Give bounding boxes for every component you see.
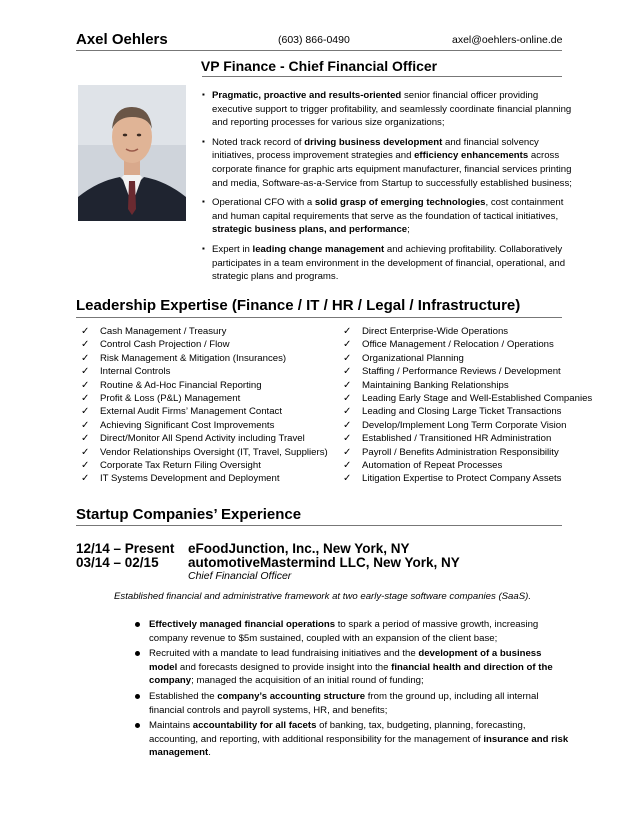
expertise-item — [81, 405, 328, 418]
leadership-heading: Leadership Expertise (Finance / IT / HR / Legal / Infrastructure) — [76, 297, 521, 314]
expertise-label: Staffing / Performance Reviews / Development — [362, 366, 561, 378]
job-dates: 12/14 – Present — [76, 541, 175, 556]
expertise-item — [343, 392, 592, 405]
checkmark-icon: ✓ — [343, 339, 352, 351]
expertise-item — [343, 459, 592, 472]
profile-photo — [78, 85, 186, 221]
expertise-label: Routine & Ad-Hoc Financial Reporting — [100, 379, 262, 391]
email-address: axel@oehlers-online.de — [452, 34, 563, 46]
expertise-label: Maintaining Banking Relationships — [362, 379, 509, 391]
candidate-name: Axel Oehlers — [76, 31, 168, 48]
header-divider — [76, 50, 562, 51]
expertise-item — [343, 325, 592, 338]
expertise-label: Organizational Planning — [362, 352, 464, 364]
expertise-item — [343, 419, 592, 432]
expertise-label: Direct Enterprise-Wide Operations — [362, 326, 509, 337]
job-dates: 03/14 – 02/15 — [76, 555, 159, 570]
expertise-item — [343, 365, 592, 378]
summary-bullet: ▪ Noted track record of driving business development and financial solvency initiatives, process improvement strategies and efficiency enhancements across corporate finance for graphic arts equipment manufacturer, financial services printing and media, Software-as-a-Service from Startup to successfully established business; — [202, 136, 572, 189]
expertise-item — [81, 392, 328, 405]
checkmark-icon: ✓ — [81, 393, 90, 405]
phone-number: (603) 866-0490 — [278, 34, 350, 46]
checkmark-icon: ✓ — [81, 406, 90, 418]
expertise-item — [343, 405, 592, 418]
expertise-label: Internal Controls — [100, 366, 171, 378]
summary-bullet: ▪ Operational CFO with a solid grasp of emerging technologies, cost containment and human capital requirements that serve as the foundation of tactical initiatives, strategic business plans, and performance; — [202, 197, 564, 236]
expertise-label: Profit & Loss (P&L) Management — [100, 393, 241, 405]
job-role: Chief Financial Officer — [188, 570, 292, 582]
leadership-divider — [76, 317, 562, 318]
summary-bullet: ▪ Pragmatic, proactive and results-oriented senior financial officer providing executive support to trigger profitability, and seamlessly coordinate financial planning and reporting processes for various size organizations; — [202, 90, 572, 129]
expertise-item — [81, 472, 328, 485]
expertise-label: Established / Transitioned HR Administration — [362, 433, 552, 445]
expertise-label: Automation of Repeat Processes — [362, 460, 503, 472]
expertise-item — [81, 432, 328, 445]
title-divider — [202, 76, 562, 77]
leadership-list-right — [343, 325, 592, 486]
startup-bullet: Effectively managed financial operations to spark a period of massive growth, increasing company revenue to $5m sustained, coupled with an expansion of the client base; — [135, 618, 570, 645]
expertise-item — [81, 352, 328, 365]
checkmark-icon: ✓ — [81, 379, 90, 391]
checkmark-icon: ✓ — [343, 352, 352, 364]
checkmark-icon: ✓ — [81, 433, 90, 445]
expertise-item — [81, 379, 328, 392]
expertise-label: Achieving Significant Cost Improvements — [100, 419, 275, 431]
startup-bullet: Recruited with a mandate to lead fundraising initiatives and the development of a business model and forecasts designed to provide insight into the financial health and direction of the company; managed the acquisition of an initial round of funding; — [135, 647, 570, 688]
checkmark-icon: ✓ — [81, 460, 90, 472]
expertise-label: Control Cash Projection / Flow — [100, 339, 230, 351]
checkmark-icon: ✓ — [81, 339, 90, 351]
expertise-item — [81, 325, 328, 338]
expertise-item — [81, 365, 328, 378]
expertise-item — [81, 419, 328, 432]
expertise-label: Direct/Monitor All Spend Activity including Travel — [100, 433, 305, 445]
expertise-item — [343, 352, 592, 365]
job-company: eFoodJunction, Inc., New York, NY — [188, 541, 410, 556]
expertise-item — [343, 432, 592, 445]
checkmark-icon: ✓ — [343, 419, 352, 431]
checkmark-icon: ✓ — [343, 460, 352, 472]
summary-bullet-list — [202, 89, 580, 290]
startup-divider — [76, 525, 562, 526]
checkmark-icon: ✓ — [81, 419, 90, 431]
expertise-label: Leading Early Stage and Well-Established Companies — [362, 393, 593, 405]
checkmark-icon: ✓ — [343, 379, 352, 391]
expertise-item — [343, 446, 592, 459]
leadership-list-left — [81, 325, 328, 486]
startup-bullet: Maintains accountability for all facets of banking, tax, budgeting, planning, forecasting, accounting, and reporting, with additional responsibility for the management of insurance and risk management. — [135, 719, 570, 760]
expertise-item — [81, 459, 328, 472]
checkmark-icon: ✓ — [81, 446, 90, 458]
checkmark-icon: ✓ — [343, 393, 352, 405]
expertise-label: Develop/Implement Long Term Corporate Vision — [362, 419, 567, 431]
expertise-label: IT Systems Development and Deployment — [100, 473, 280, 485]
startup-bullet: Established the company’s accounting structure from the ground up, including all internal financial controls and payroll systems, HR, and benefits; — [135, 690, 570, 717]
summary-bullet: ▪ Expert in leading change management and achieving profitability. Collaboratively participates in a team environment in the development of financial, operational, and strategic plans and programs. — [202, 243, 566, 283]
expertise-label: Leading and Closing Large Ticket Transactions — [362, 406, 562, 418]
checkmark-icon: ✓ — [343, 326, 352, 337]
startup-summary: Established financial and administrative framework at two early-stage software companies (SaaS). — [114, 591, 531, 602]
expertise-label: External Audit Firms’ Management Contact — [100, 406, 283, 418]
checkmark-icon: ✓ — [343, 433, 352, 445]
expertise-item — [343, 338, 592, 351]
expertise-label: Cash Management / Treasury — [100, 326, 227, 337]
checkmark-icon: ✓ — [343, 366, 352, 378]
checkmark-icon: ✓ — [81, 473, 90, 485]
expertise-label: Vendor Relationships Oversight (IT, Travel, Suppliers) — [100, 446, 328, 458]
expertise-item — [81, 446, 328, 459]
checkmark-icon: ✓ — [343, 473, 352, 485]
expertise-item — [343, 379, 592, 392]
checkmark-icon: ✓ — [81, 352, 90, 364]
checkmark-icon: ✓ — [343, 406, 352, 418]
expertise-label: Corporate Tax Return Filing Oversight — [100, 460, 261, 472]
checkmark-icon: ✓ — [81, 366, 90, 378]
expertise-item — [81, 338, 328, 351]
expertise-label: Litigation Expertise to Protect Company Assets — [362, 473, 562, 485]
job-title: VP Finance - Chief Financial Officer — [200, 58, 438, 74]
startup-heading: Startup Companies’ Experience — [76, 506, 302, 523]
expertise-item — [343, 472, 592, 485]
job-company: automotiveMastermind LLC, New York, NY — [188, 555, 460, 570]
expertise-label: Office Management / Relocation / Operations — [362, 339, 554, 351]
checkmark-icon: ✓ — [343, 446, 352, 458]
checkmark-icon: ✓ — [81, 326, 90, 337]
startup-bullet-list — [135, 618, 570, 762]
expertise-label: Payroll / Benefits Administration Responsibility — [362, 446, 559, 458]
expertise-label: Risk Management & Mitigation (Insurances) — [100, 352, 287, 364]
